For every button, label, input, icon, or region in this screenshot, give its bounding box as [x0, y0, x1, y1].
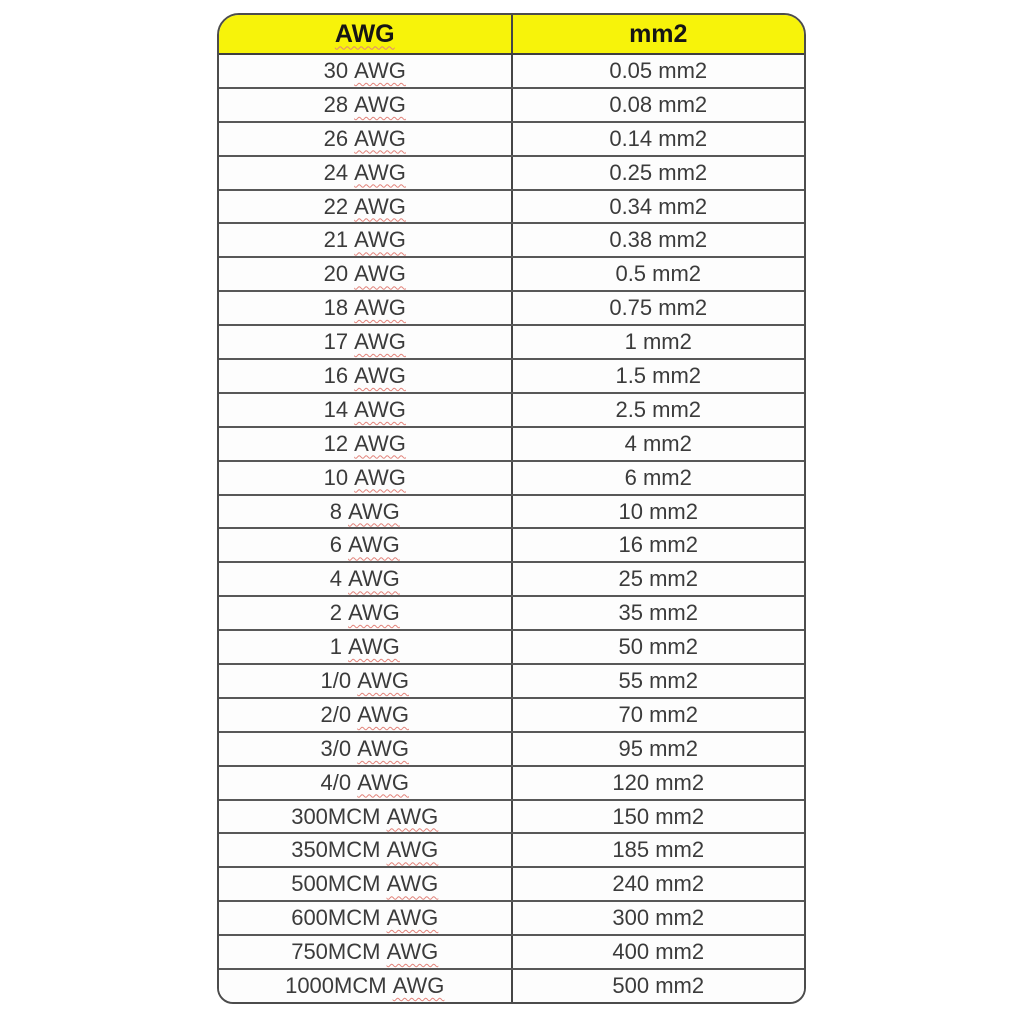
misspelling-squiggle: AWG	[354, 464, 406, 490]
table-row	[219, 191, 804, 225]
table-row	[219, 868, 804, 902]
misspelling-squiggle: AWG	[357, 667, 409, 693]
awg-cell: 22 AWG	[219, 191, 513, 223]
table-row	[219, 902, 804, 936]
misspelling-squiggle: AWG	[354, 91, 406, 117]
awg-cell: 6 AWG	[219, 529, 513, 561]
table-row	[219, 224, 804, 258]
misspelling-squiggle: AWG	[354, 362, 406, 388]
table-row	[219, 394, 804, 428]
table-row	[219, 733, 804, 767]
awg-cell: 1/0 AWG	[219, 665, 513, 697]
misspelling-squiggle: AWG	[392, 972, 445, 998]
table-row	[219, 428, 804, 462]
awg-mm2-conversion-table	[217, 13, 806, 1004]
mm2-cell: 120 mm2	[612, 769, 705, 795]
mm2-cell: 55 mm2	[618, 667, 698, 693]
misspelling-squiggle: AWG	[354, 125, 406, 151]
mm2-cell: 95 mm2	[618, 735, 698, 761]
awg-cell: 12 AWG	[219, 428, 513, 460]
table-body	[219, 55, 804, 1002]
mm2-cell: 0.14 mm2	[609, 125, 708, 151]
mm2-cell: 500 mm2	[612, 972, 705, 998]
mm2-cell: 0.75 mm2	[609, 295, 708, 321]
awg-cell: 18 AWG	[219, 292, 513, 324]
mm2-cell: 0.38 mm2	[609, 227, 708, 253]
misspelling-squiggle: AWG	[354, 295, 406, 321]
misspelling-squiggle: AWG	[354, 329, 406, 355]
table-row	[219, 529, 804, 563]
table-row	[219, 699, 804, 733]
mm2-cell: 0.25 mm2	[609, 159, 708, 185]
awg-cell: 28 AWG	[219, 89, 513, 121]
misspelling-squiggle: AWG	[386, 905, 439, 931]
awg-cell: 600MCM AWG	[219, 902, 513, 934]
table-row	[219, 597, 804, 631]
awg-cell: 300MCM AWG	[219, 801, 513, 833]
mm2-cell: 185 mm2	[612, 837, 705, 863]
mm2-cell: 2.5 mm2	[615, 396, 702, 422]
awg-cell: 1000MCM AWG	[219, 970, 513, 1002]
awg-cell: 350MCM AWG	[219, 834, 513, 866]
awg-cell: 500MCM AWG	[219, 868, 513, 900]
table-row	[219, 462, 804, 496]
awg-cell: 750MCM AWG	[219, 936, 513, 968]
awg-cell: 1 AWG	[219, 631, 513, 663]
awg-cell: 16 AWG	[219, 360, 513, 392]
table-row	[219, 801, 804, 835]
mm2-cell: 1 mm2	[624, 329, 692, 355]
table-row	[219, 157, 804, 191]
misspelling-squiggle: AWG	[348, 566, 400, 592]
misspelling-squiggle: AWG	[386, 803, 439, 829]
misspelling-squiggle: AWG	[357, 735, 409, 761]
misspelling-squiggle: AWG	[334, 19, 395, 48]
table-row	[219, 936, 804, 970]
mm2-cell: 70 mm2	[618, 701, 698, 727]
misspelling-squiggle: AWG	[386, 837, 439, 863]
awg-cell: 21 AWG	[219, 224, 513, 256]
mm2-cell: 0.5 mm2	[615, 261, 702, 287]
misspelling-squiggle: AWG	[354, 227, 406, 253]
table-row	[219, 326, 804, 360]
misspelling-squiggle: AWG	[354, 57, 406, 83]
misspelling-squiggle: AWG	[348, 498, 400, 524]
mm2-cell: 10 mm2	[618, 498, 698, 524]
table-row	[219, 970, 804, 1002]
table-row	[219, 834, 804, 868]
table-row	[219, 563, 804, 597]
awg-cell: 3/0 AWG	[219, 733, 513, 765]
misspelling-squiggle: AWG	[354, 193, 406, 219]
awg-cell: 24 AWG	[219, 157, 513, 189]
table-row	[219, 496, 804, 530]
misspelling-squiggle: AWG	[348, 600, 400, 626]
misspelling-squiggle: AWG	[354, 396, 406, 422]
awg-cell: 10 AWG	[219, 462, 513, 494]
mm2-cell: 50 mm2	[618, 634, 698, 660]
mm2-cell: 1.5 mm2	[615, 362, 702, 388]
table-row	[219, 55, 804, 89]
table-row	[219, 258, 804, 292]
table-row	[219, 631, 804, 665]
awg-cell: 2 AWG	[219, 597, 513, 629]
table-row	[219, 123, 804, 157]
awg-cell: 4 AWG	[219, 563, 513, 595]
misspelling-squiggle: AWG	[354, 261, 406, 287]
misspelling-squiggle: AWG	[348, 532, 400, 558]
awg-cell: 14 AWG	[219, 394, 513, 426]
misspelling-squiggle: AWG	[357, 701, 409, 727]
table-row	[219, 665, 804, 699]
mm2-cell: 35 mm2	[618, 600, 698, 626]
table-row	[219, 360, 804, 394]
mm2-cell: 150 mm2	[612, 803, 705, 829]
mm2-cell: 6 mm2	[624, 464, 692, 490]
misspelling-squiggle: AWG	[386, 939, 439, 965]
awg-cell: 26 AWG	[219, 123, 513, 155]
mm2-cell: 16 mm2	[618, 532, 698, 558]
mm2-cell: 0.34 mm2	[609, 193, 708, 219]
mm2-cell: 25 mm2	[618, 566, 698, 592]
header-cell-mm2: mm2	[629, 19, 688, 48]
mm2-cell: 4 mm2	[624, 430, 692, 456]
mm2-cell: 0.05 mm2	[609, 57, 708, 83]
awg-cell: 17 AWG	[219, 326, 513, 358]
table-row	[219, 292, 804, 326]
table-row	[219, 767, 804, 801]
mm2-cell: 300 mm2	[612, 905, 705, 931]
table-row	[219, 89, 804, 123]
misspelling-squiggle: AWG	[386, 871, 439, 897]
awg-cell: 4/0 AWG	[219, 767, 513, 799]
table-header-row	[219, 15, 804, 55]
header-cell-awg	[219, 15, 513, 53]
awg-cell: 2/0 AWG	[219, 699, 513, 731]
awg-cell: 30 AWG	[219, 55, 513, 87]
misspelling-squiggle: AWG	[357, 769, 409, 795]
misspelling-squiggle: AWG	[354, 430, 406, 456]
mm2-cell: 240 mm2	[612, 871, 705, 897]
awg-cell: 8 AWG	[219, 496, 513, 528]
mm2-cell: 400 mm2	[612, 939, 705, 965]
awg-cell: 20 AWG	[219, 258, 513, 290]
mm2-cell: 0.08 mm2	[609, 91, 708, 117]
misspelling-squiggle: AWG	[354, 159, 406, 185]
misspelling-squiggle: AWG	[348, 634, 400, 660]
